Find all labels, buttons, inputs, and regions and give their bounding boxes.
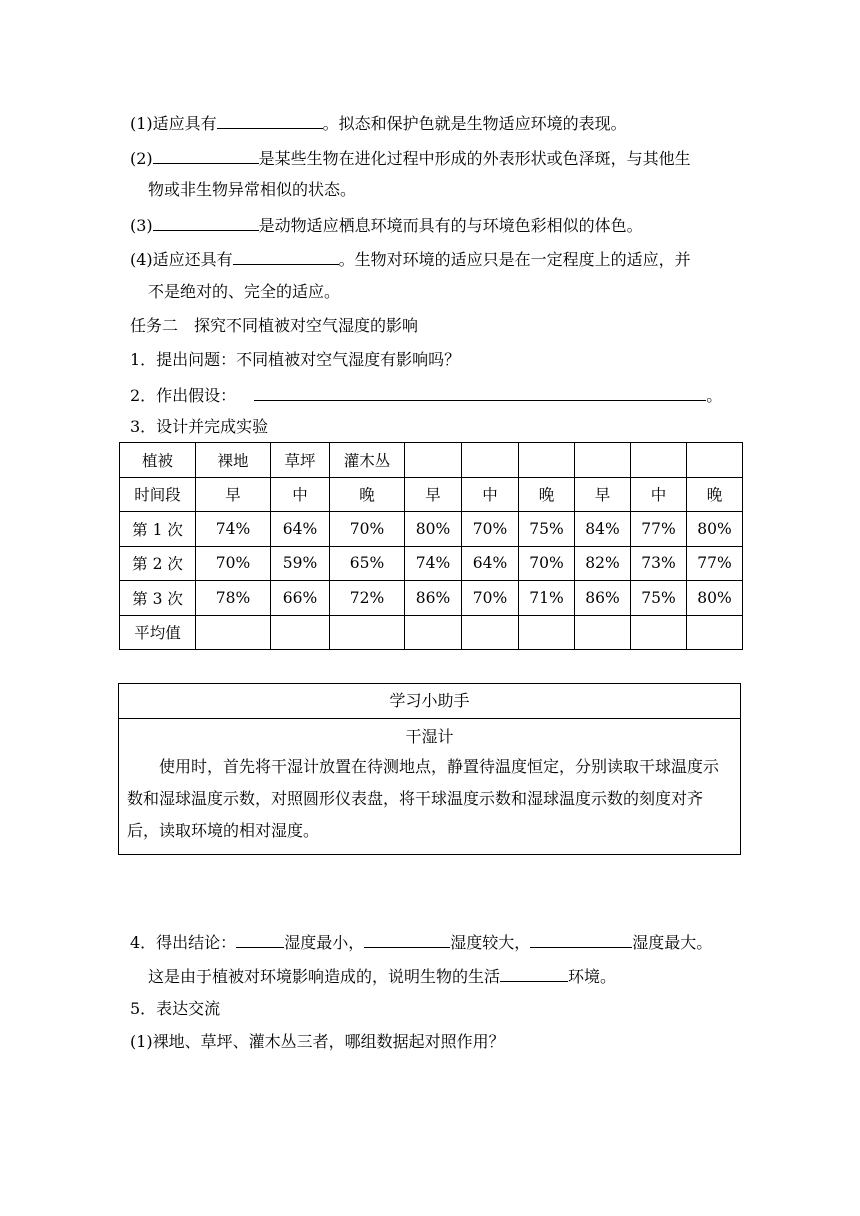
item-2-label: (2) bbox=[130, 149, 153, 168]
table-cell: 70% bbox=[196, 546, 271, 581]
table-cell[interactable] bbox=[405, 443, 462, 478]
answer-blank[interactable] bbox=[236, 931, 284, 948]
table-cell: 72% bbox=[330, 581, 405, 616]
table-cell: 86% bbox=[405, 581, 462, 616]
item-3-label: (3) bbox=[130, 216, 153, 235]
step-2-end: 。 bbox=[706, 386, 723, 405]
step-4-text-5: 环境。 bbox=[568, 967, 617, 986]
table-cell[interactable] bbox=[687, 443, 743, 478]
table-cell: 77% bbox=[687, 546, 743, 581]
table-cell: 第 2 次 bbox=[120, 546, 196, 581]
step-4-label: 4．得出结论： bbox=[130, 933, 237, 952]
task2-title: 任务二 探究不同植被对空气湿度的影响 bbox=[130, 316, 419, 335]
table-cell: 70% bbox=[330, 512, 405, 547]
item-2-text: 是某些生物在进化过程中形成的外表形状或色泽斑，与其他生 bbox=[258, 149, 691, 168]
question-1: (1)裸地、草坪、灌木丛三者，哪组数据起对照作用？ bbox=[130, 1032, 505, 1051]
table-cell: 晚 bbox=[687, 477, 743, 512]
answer-blank[interactable] bbox=[233, 248, 339, 265]
item-2 bbox=[130, 147, 691, 169]
table-cell: 70% bbox=[462, 581, 519, 616]
table-row bbox=[120, 581, 743, 616]
table-cell[interactable] bbox=[519, 443, 575, 478]
table-cell: 74% bbox=[196, 512, 271, 547]
item-4-text: (4)适应还具有 bbox=[130, 250, 233, 269]
table-cell: 中 bbox=[631, 477, 687, 512]
step-2 bbox=[130, 384, 722, 406]
table-cell: 草坪 bbox=[271, 443, 330, 478]
table-cell: 灌木丛 bbox=[330, 443, 405, 478]
table-cell: 86% bbox=[575, 581, 631, 616]
table-cell: 裸地 bbox=[196, 443, 271, 478]
step-5: 5．表达交流 bbox=[130, 999, 221, 1018]
answer-blank[interactable] bbox=[217, 112, 323, 129]
step-4-continued bbox=[148, 965, 616, 987]
step-4-text-3: 湿度最大。 bbox=[632, 933, 713, 952]
table-cell: 74% bbox=[405, 546, 462, 581]
table-cell: 77% bbox=[631, 512, 687, 547]
table-cell: 80% bbox=[687, 581, 743, 616]
helper-title: 学习小助手 bbox=[119, 684, 740, 719]
item-4-continued: 不是绝对的、完全的适应。 bbox=[148, 282, 341, 301]
answer-blank[interactable] bbox=[364, 931, 450, 948]
item-3-text: 是动物适应栖息环境而具有的与环境色彩相似的体色。 bbox=[258, 216, 643, 235]
average-input-cell[interactable] bbox=[405, 615, 462, 650]
table-cell: 平均值 bbox=[120, 615, 196, 650]
item-2-continued: 物或非生物异常相似的状态。 bbox=[148, 180, 357, 199]
step-4 bbox=[130, 931, 712, 953]
table-cell: 71% bbox=[519, 581, 575, 616]
learning-helper-box bbox=[118, 683, 741, 855]
answer-blank[interactable] bbox=[500, 965, 568, 982]
average-input-cell[interactable] bbox=[519, 615, 575, 650]
table-cell: 80% bbox=[405, 512, 462, 547]
answer-blank[interactable] bbox=[153, 147, 259, 164]
table-cell: 65% bbox=[330, 546, 405, 581]
table-cell: 64% bbox=[271, 512, 330, 547]
table-cell: 早 bbox=[196, 477, 271, 512]
average-input-cell[interactable] bbox=[631, 615, 687, 650]
table-cell: 75% bbox=[519, 512, 575, 547]
step-4-text-4: 这是由于植被对环境影响造成的，说明生物的生活 bbox=[148, 967, 501, 986]
step-4-text-2: 湿度较大， bbox=[450, 933, 531, 952]
table-cell: 66% bbox=[271, 581, 330, 616]
step-1: 1．提出问题：不同植被对空气湿度有影响吗？ bbox=[130, 350, 461, 369]
item-1-text-after: 。拟态和保护色就是生物适应环境的表现。 bbox=[322, 114, 627, 133]
table-cell: 78% bbox=[196, 581, 271, 616]
helper-body bbox=[119, 719, 740, 847]
average-input-cell[interactable] bbox=[271, 615, 330, 650]
average-input-cell[interactable] bbox=[330, 615, 405, 650]
helper-subtitle: 干湿计 bbox=[405, 727, 454, 746]
table-cell: 64% bbox=[462, 546, 519, 581]
step-3: 3．设计并完成实验 bbox=[130, 417, 269, 436]
item-1-text: (1)适应具有 bbox=[130, 114, 217, 133]
table-cell[interactable] bbox=[462, 443, 519, 478]
table-cell: 59% bbox=[271, 546, 330, 581]
table-cell: 晚 bbox=[519, 477, 575, 512]
table-cell: 中 bbox=[271, 477, 330, 512]
table-cell[interactable] bbox=[631, 443, 687, 478]
table-cell: 中 bbox=[462, 477, 519, 512]
table-cell: 第 1 次 bbox=[120, 512, 196, 547]
average-input-cell[interactable] bbox=[575, 615, 631, 650]
answer-blank[interactable] bbox=[153, 214, 259, 231]
step-4-text-1: 湿度最小， bbox=[284, 933, 365, 952]
average-input-cell[interactable] bbox=[462, 615, 519, 650]
table-cell: 73% bbox=[631, 546, 687, 581]
table-cell: 晚 bbox=[330, 477, 405, 512]
hypothesis-blank[interactable] bbox=[254, 384, 706, 401]
table-cell: 70% bbox=[519, 546, 575, 581]
item-3 bbox=[130, 214, 643, 236]
table-row bbox=[120, 512, 743, 547]
table-cell: 早 bbox=[575, 477, 631, 512]
item-1 bbox=[130, 112, 627, 134]
table-cell[interactable] bbox=[575, 443, 631, 478]
table-cell: 75% bbox=[631, 581, 687, 616]
item-4-text-after: 。生物对环境的适应只是在一定程度上的适应，并 bbox=[338, 250, 691, 269]
table-header-row bbox=[120, 443, 743, 478]
average-input-cell[interactable] bbox=[196, 615, 271, 650]
table-cell: 时间段 bbox=[120, 477, 196, 512]
table-cell: 84% bbox=[575, 512, 631, 547]
table-cell: 70% bbox=[462, 512, 519, 547]
table-cell: 植被 bbox=[120, 443, 196, 478]
table-cell: 早 bbox=[405, 477, 462, 512]
table-cell: 82% bbox=[575, 546, 631, 581]
answer-blank[interactable] bbox=[530, 931, 632, 948]
average-input-cell[interactable] bbox=[687, 615, 743, 650]
table-row bbox=[120, 546, 743, 581]
helper-text: 使用时，首先将干湿计放置在待测地点，静置待温度恒定，分别读取干球温度示数和湿球温度示数，对照圆形仪表盘，将干球温度示数和湿球温度示数的刻度对齐后，读取环境的相对湿度。 bbox=[127, 757, 720, 840]
experiment-table bbox=[119, 442, 743, 650]
table-cell: 第 3 次 bbox=[120, 581, 196, 616]
table-row bbox=[120, 477, 743, 512]
table-cell: 80% bbox=[687, 512, 743, 547]
item-4 bbox=[130, 248, 691, 270]
average-row bbox=[120, 615, 743, 650]
step-2-label: 2．作出假设： bbox=[130, 386, 237, 405]
